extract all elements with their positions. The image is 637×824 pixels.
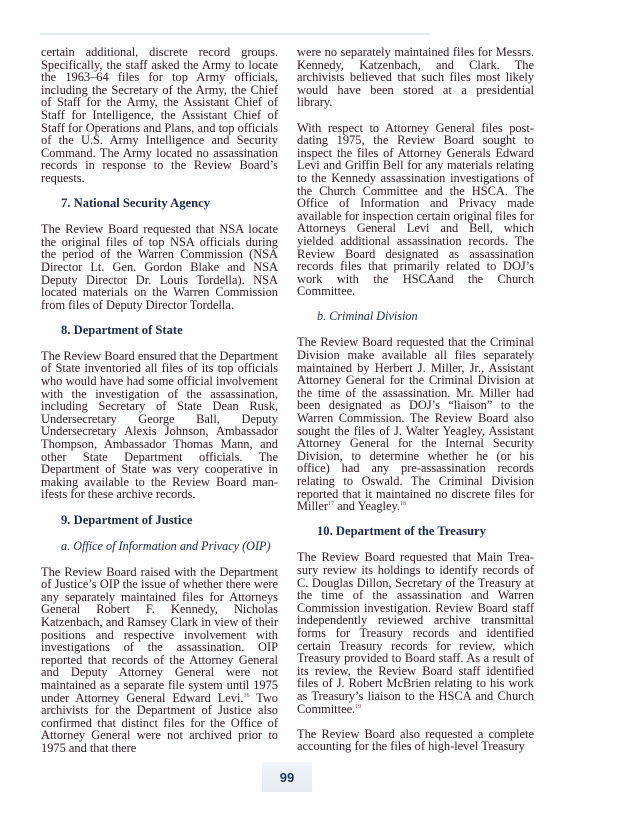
footnote-ref-18[interactable]: 18: [399, 501, 406, 508]
paragraph-army: certain additional, discrete record groups. Specifically, the staff asked the Army to locate the 1963–64 files for top Army officials, including the Secretary of the Army, the Chief of Staff for the Army, the Assistant Chief of Staff for Intelligence, the Assistant Chief of Staff for Operations and Plans, and top officials of the U.S. Army Intelligence and Security Command. The Army located no assassination records in response to the Review Board’s requests.: [41, 45, 278, 185]
footnote-ref-16[interactable]: 16: [243, 692, 250, 699]
paragraph-criminal: [297, 336, 534, 512]
paragraph-oip-text: The Review Board raised with the Department of Justice’s OIP the issue of whether there were any separately maintained files for Attorneys General Robert F. Kennedy, Nicholas Katzenbach, and Ramsey Clark in view of their positions and respective involvement with investigations of the assassination. OIP reported that records of the Attorney General and Deputy Attorney General were not maintained as a separate file system until 1975 under Attorney General Edward Levi.: [41, 564, 278, 705]
paragraph-treasury-text: The Review Board requested that Main Treasury review its holdings to identify records of C. Douglas Dillon, Secretary of the Treasury at the time of the assassination and Warren Commission investigation. Review Board staff independently reviewed archive transmittal forms for Treasury records and identified certain Treasury records for review, which Treasury provided to Board staff. As a result of its review, the Review Board staff identified files of J. Robert McBrien relating to his work as Treasury’s liaison to the HSCA and Church Committee.: [297, 550, 534, 716]
top-rule: [40, 33, 430, 35]
heading-justice: 9. Department of Justice: [61, 512, 193, 527]
paragraph-criminal-text-cont: and Yeagley.: [333, 499, 400, 514]
paragraph-criminal-text: The Review Board requested that the Criminal Division make available all files separately maintained by Herbert J. Miller, Jr., Assistant Attorney General for the Criminal Division at the time of the assassination. Mr. Miller had been designated as DOJ’s “liaison” to the Warren Commission. The Review Board also sought the files of J. Walter Yeagley, Assistant Attorney General for the Internal Security Division, to determine whether he (or his office) had any pre-assassination records relating to Oswald. The Criminal Division reported that it maintained no discrete files for Miller: [297, 335, 534, 514]
paragraph-oip: [41, 566, 278, 755]
page-number: 99: [262, 762, 312, 792]
paragraph-nsa: The Review Board requested that NSA locate the original files of top NSA officials during the period of the Warren Commission (NSA Director Lt. Gen. Gordon Blake and NSA Deputy Director Dr. Louis Tordella). NSA located materials on the Warren Commission from files of Deputy Director Tordella.: [41, 222, 278, 312]
footnote-ref-17[interactable]: 17: [327, 501, 334, 508]
left-column: [41, 46, 278, 767]
paragraph-state: The Review Board ensured that the Department of State inventoried all files of its top officials who would have had some official involvement with the investigation of the assassination, including Secretary of State Dean Rusk, Undersecretary George Ball, Deputy Undersecretary Alexis Johnson, Ambassador Thompson, Ambassador Thomas Mann, and other State Department officials. The Department of State was very cooperative in making available to the Review Board manifests for these archive records.: [41, 348, 278, 502]
heading-state: 8. Department of State: [61, 322, 183, 337]
heading-treasury: 10. Department of the Treasury: [317, 524, 486, 539]
paragraph-oip-text-cont: Two archivists for the Department of Justice also confirmed that distinct files for the Office of Attorney General were not archived prior to 1975 and that there: [41, 690, 278, 755]
footnote-ref-19[interactable]: 19: [355, 703, 362, 710]
paragraph-treasury: [297, 551, 534, 715]
subheading-criminal-division: b. Criminal Division: [317, 309, 418, 324]
right-column: [297, 46, 534, 765]
subheading-oip: a. Office of Information and Privacy (OIP): [61, 538, 271, 553]
paragraph-archivists: were no separately maintained files for Messrs. Kennedy, Katzenbach, and Clark. The archivists believed that such files most likely would have been stored at a presidential library.: [297, 45, 534, 110]
paragraph-treasury-accounting: The Review Board also requested a complete accounting for the files of high-level Treasury: [297, 726, 534, 754]
paragraph-post-1975: With respect to Attorney General files postdating 1975, the Review Board sought to inspect the files of Attorney Generals Edward Levi and Griffin Bell for any materials relating to the Kennedy assassination investigations of the Church Committee and the HSCA. The Office of Information and Privacy made available for inspection certain original files for Attorneys General Levi and Bell, which yielded additional assassination records. The Review Board designated as assassination records files that primarily related to DOJ’s work with the HSCAand the Church Committee.: [297, 120, 534, 299]
heading-nsa: 7. National Security Agency: [61, 196, 211, 211]
